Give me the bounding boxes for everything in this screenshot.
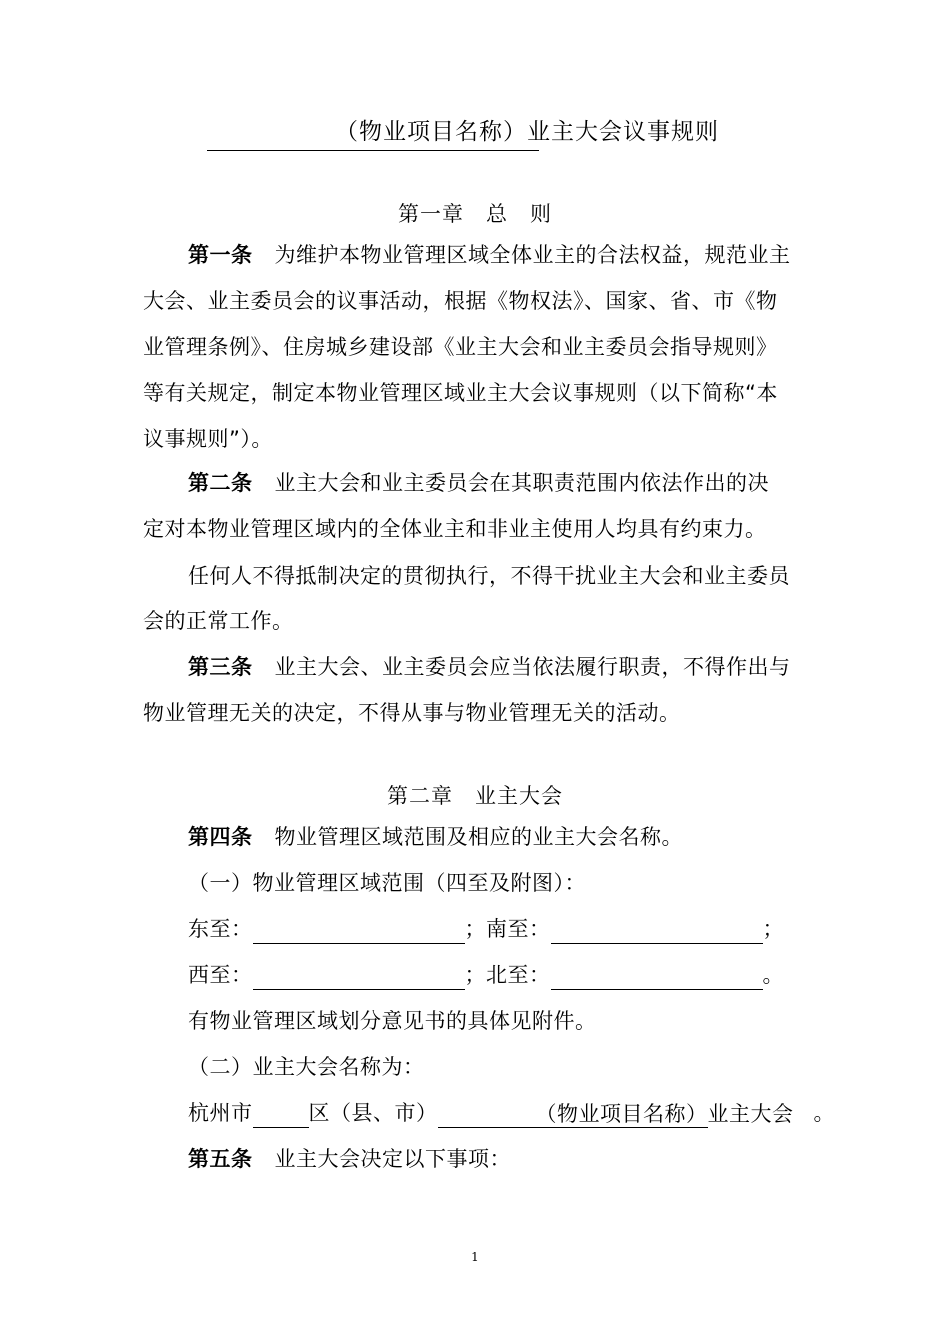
article-5-label: 第五条 [188,1147,253,1171]
article-2-line-1 [188,468,769,498]
north-label: ；北至： [464,963,551,987]
article-1-label: 第一条 [188,243,253,267]
page-number: 1 [471,1250,479,1264]
district-label: 区（县、市） [308,1101,438,1125]
article-2-line-3: 任何人不得抵制决定的贯彻执行，不得干扰业主大会和业主委员 [188,564,790,588]
assembly-name-period: 。 [813,1101,835,1125]
article-1-line-4: 等有关规定，制定本物业管理区域业主大会议事规则（以下简称“本 [143,381,778,405]
north-period: 。 [762,963,784,987]
article-5-line-1 [188,1144,511,1174]
project-name-text: （物业项目名称）业主大会 [535,1102,794,1126]
north-blank [551,961,763,990]
article-2-line-4: 会的正常工作。 [143,609,294,633]
article-2-label: 第二条 [188,471,253,495]
south-label: ；南至： [464,917,551,941]
chapter-1-heading: 第一章 总 则 [398,202,552,226]
boundary-row-west-north [188,960,784,990]
title-text: （物业项目名称）业主大会议事规则 [335,119,719,145]
city-label: 杭州市 [188,1101,253,1125]
article-3-label: 第三条 [188,655,253,679]
article-3-line-2: 物业管理无关的决定，不得从事与物业管理无关的活动。 [143,701,681,725]
article-2-text-1: 业主大会和业主委员会在其职责范围内依法作出的决 [274,471,769,495]
article-3-text-1: 业主大会、业主委员会应当依法履行职责，不得作出与 [274,655,791,679]
owners-assembly-name-row [188,1098,835,1128]
east-blank [253,915,465,944]
title-blank-line [207,150,539,151]
west-label: 西至： [188,963,253,987]
article-4-line-1 [188,822,683,852]
article-2-line-2: 定对本物业管理区域内的全体业主和非业主使用人均具有约束力。 [143,517,767,541]
article-3-line-1 [188,652,791,682]
article-4-label: 第四条 [188,825,253,849]
south-blank [551,915,763,944]
article-4-note: 有物业管理区域划分意见书的具体见附件。 [188,1009,597,1033]
article-1-line-1 [188,240,791,270]
project-name-blank [438,1099,794,1128]
chapter-2-heading: 第二章 业主大会 [387,784,563,808]
article-1-line-3: 业管理条例》、住房城乡建设部《业主大会和业主委员会指导规则》 [143,335,778,359]
article-5-text-1: 业主大会决定以下事项： [274,1147,511,1171]
article-4-text-1: 物业管理区域范围及相应的业主大会名称。 [274,825,683,849]
district-blank [253,1099,309,1128]
east-label: 东至： [188,917,253,941]
article-4-item-1: （一）物业管理区域范围（四至及附图）： [188,871,586,895]
south-semicolon: ； [762,917,784,941]
document-title [207,116,767,156]
west-blank [253,961,465,990]
article-4-item-2: （二）业主大会名称为： [188,1055,425,1079]
article-1-line-5: 议事规则”）。 [143,427,273,451]
boundary-row-east-south [188,914,784,944]
article-1-text-1: 为维护本物业管理区域全体业主的合法权益，规范业主 [274,243,791,267]
article-1-line-2: 大会、业主委员会的议事活动，根据《物权法》、国家、省、市《物 [143,289,778,313]
